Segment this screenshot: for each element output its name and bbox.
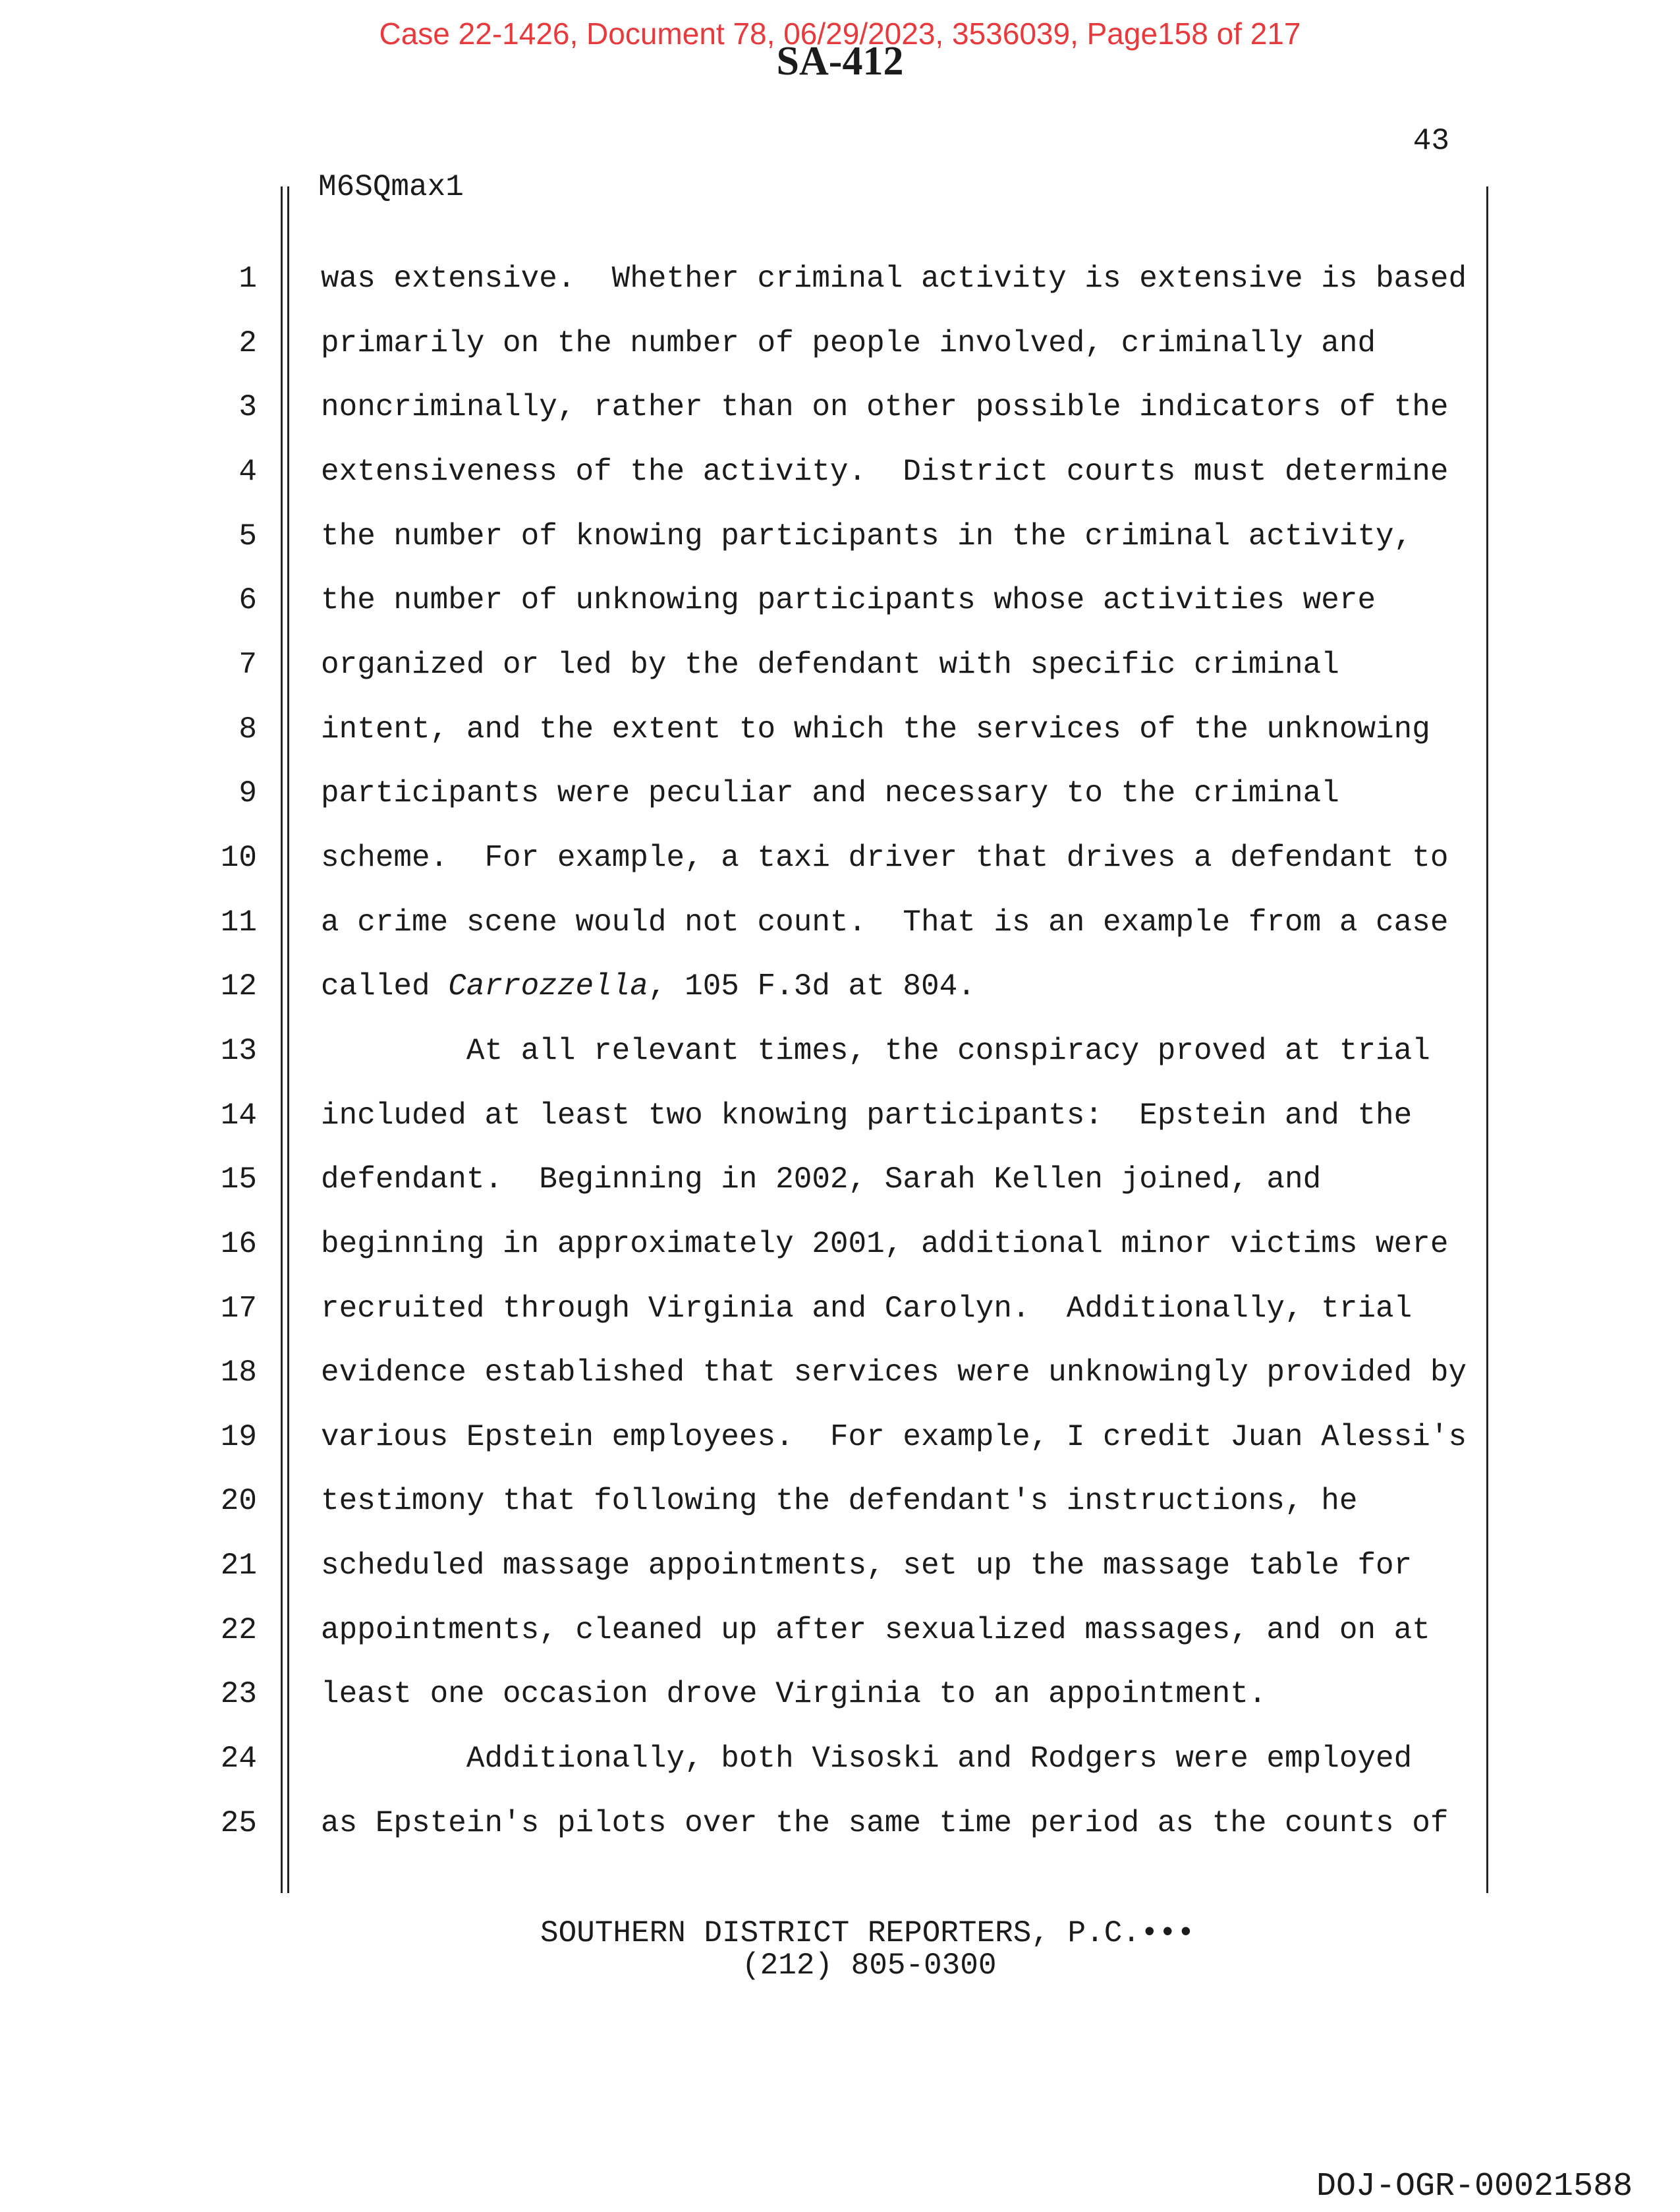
line-text: noncriminally, rather than on other possible indicators of the: [321, 390, 1449, 425]
line-text: intent, and the extent to which the services of the unknowing: [321, 712, 1430, 747]
line-text: evidence established that services were unknowingly provided by: [321, 1355, 1467, 1390]
transcript-line: [0, 969, 1581, 1033]
line-number: 5: [238, 519, 257, 553]
line-number: 4: [238, 454, 257, 489]
transcript-line: [0, 1805, 1581, 1870]
line-number: 21: [220, 1548, 257, 1583]
transcript-line: [0, 1162, 1581, 1226]
transcript-line: [0, 1226, 1581, 1291]
transcript-line: [0, 1548, 1581, 1612]
transcript-line: [0, 519, 1581, 583]
transcript-line: [0, 1291, 1581, 1355]
line-text: organized or led by the defendant with specific criminal: [321, 647, 1339, 682]
case-stamp: Case 22-1426, Document 78, 06/29/2023, 3536039, Page158 of 217: [379, 16, 1301, 51]
line-text: primarily on the number of people involved, criminally and: [321, 326, 1376, 360]
line-number: 10: [220, 840, 257, 875]
transcript-line: [0, 647, 1581, 712]
line-number: 14: [220, 1098, 257, 1133]
line-number: 3: [238, 390, 257, 425]
transcript-line: [0, 261, 1581, 326]
line-number: 8: [238, 712, 257, 747]
line-text: various Epstein employees. For example, I credit Juan Alessi's: [321, 1419, 1467, 1454]
page-number: 43: [1413, 124, 1449, 158]
transcript-line: [0, 905, 1581, 969]
transcript-line: [0, 389, 1581, 454]
transcript-line: [0, 1676, 1581, 1741]
line-number: 20: [220, 1484, 257, 1519]
line-text: scheduled massage appointments, set up the massage table for: [321, 1548, 1413, 1583]
line-number: 13: [220, 1033, 257, 1068]
line-text: testimony that following the defendant's instructions, he: [321, 1484, 1358, 1519]
line-text: Additionally, both Visoski and Rodgers were employed: [321, 1742, 1413, 1776]
reporter-phone: (212) 805-0300: [742, 1948, 997, 1983]
reporter-name: SOUTHERN DISTRICT REPORTERS, P.C.•••: [540, 1916, 1195, 1950]
line-text: a crime scene would not count. That is an example from a case: [321, 905, 1449, 940]
line-number: 25: [220, 1805, 257, 1840]
line-number: 12: [220, 969, 257, 1004]
line-text: least one occasion drove Virginia to an appointment.: [321, 1677, 1267, 1712]
transcript-line: [0, 1098, 1581, 1162]
line-text: appointments, cleaned up after sexualized massages, and on at: [321, 1612, 1430, 1647]
line-number: 1: [238, 262, 257, 296]
line-number: 9: [238, 776, 257, 811]
line-text: scheme. For example, a taxi driver that drives a defendant to: [321, 840, 1449, 875]
transcript-id: M6SQmax1: [318, 170, 464, 204]
line-number: 22: [220, 1612, 257, 1647]
transcript-line: [0, 326, 1581, 390]
line-text: At all relevant times, the conspiracy proved at trial: [321, 1033, 1430, 1068]
transcript-line: [0, 1741, 1581, 1805]
line-text: beginning in approximately 2001, additional minor victims were: [321, 1226, 1449, 1261]
line-text: the number of unknowing participants whose activities were: [321, 583, 1376, 618]
line-text: included at least two knowing participants: Epstein and the: [321, 1098, 1413, 1133]
transcript-line: [0, 776, 1581, 840]
transcript-line: [0, 454, 1581, 519]
line-number: 19: [220, 1419, 257, 1454]
transcript-line: [0, 712, 1581, 776]
line-number: 17: [220, 1291, 257, 1326]
transcript-line: [0, 1419, 1581, 1484]
bates-stamp: DOJ-OGR-00021588: [1316, 2168, 1633, 2205]
transcript-line: [0, 582, 1581, 647]
line-number: 2: [238, 326, 257, 360]
line-number: 24: [220, 1742, 257, 1776]
line-text: defendant. Beginning in 2002, Sarah Kellen joined, and: [321, 1162, 1322, 1197]
line-text: extensiveness of the activity. District courts must determine: [321, 454, 1449, 489]
line-number: 23: [220, 1677, 257, 1712]
transcript-line: [0, 840, 1581, 905]
line-number: 7: [238, 647, 257, 682]
line-text: was extensive. Whether criminal activity is extensive is based: [321, 262, 1467, 296]
line-text: recruited through Virginia and Carolyn. Additionally, trial: [321, 1291, 1413, 1326]
line-number: 6: [238, 583, 257, 618]
line-text: the number of knowing participants in the criminal activity,: [321, 519, 1413, 553]
line-number: 15: [220, 1162, 257, 1197]
line-text: as Epstein's pilots over the same time period as the counts of: [321, 1805, 1449, 1840]
transcript-lines: [0, 261, 1581, 1869]
exhibit-number: SA-412: [776, 39, 904, 84]
line-text: called Carrozzella, 105 F.3d at 804.: [321, 969, 976, 1004]
line-text: participants were peculiar and necessary to the criminal: [321, 776, 1339, 811]
transcript-line: [0, 1355, 1581, 1419]
line-number: 16: [220, 1226, 257, 1261]
transcript-line: [0, 1033, 1581, 1098]
line-number: 18: [220, 1355, 257, 1390]
transcript-line: [0, 1483, 1581, 1548]
line-number: 11: [220, 905, 257, 940]
transcript-line: [0, 1612, 1581, 1677]
